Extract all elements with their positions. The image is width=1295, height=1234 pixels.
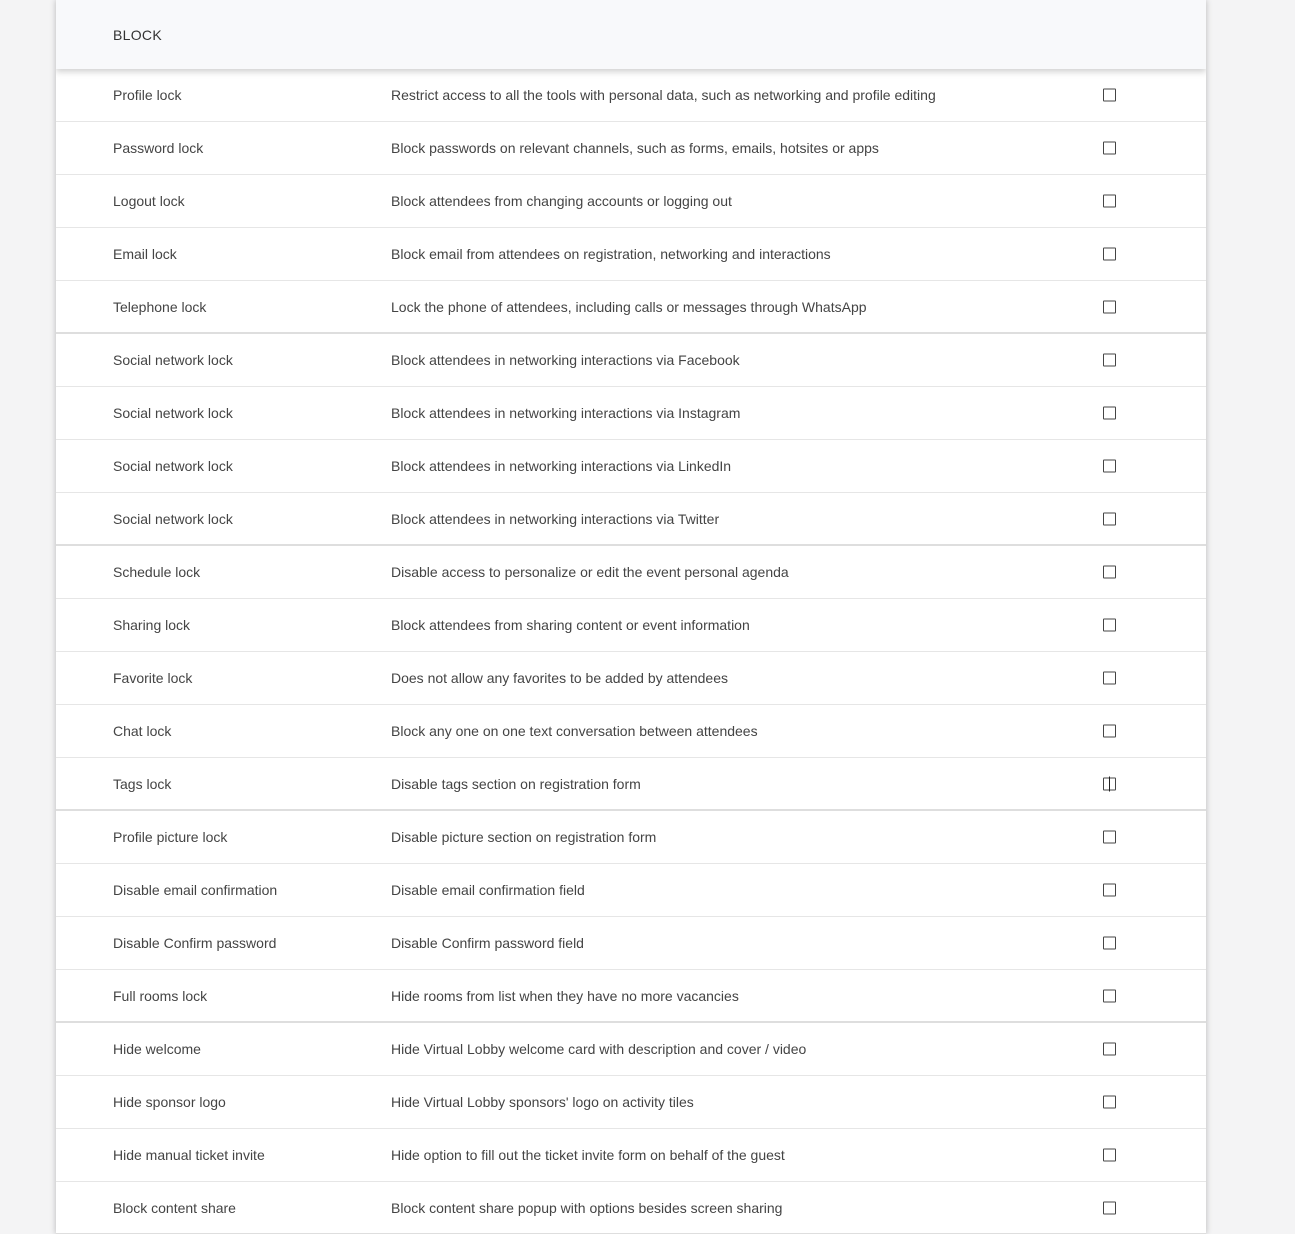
setting-checkbox[interactable]	[1103, 195, 1116, 208]
setting-row	[56, 228, 1206, 281]
setting-name: Profile picture lock	[113, 829, 228, 845]
setting-checkbox[interactable]	[1103, 1201, 1116, 1214]
setting-description: Does not allow any favorites to be added by attendees	[391, 670, 728, 686]
setting-row	[56, 599, 1206, 652]
setting-row	[56, 970, 1206, 1023]
setting-row	[56, 1076, 1206, 1129]
setting-checkbox[interactable]	[1103, 1043, 1116, 1056]
setting-checkbox[interactable]	[1103, 989, 1116, 1002]
settings-list	[56, 69, 1206, 1234]
setting-row	[56, 652, 1206, 705]
setting-checkbox[interactable]	[1103, 566, 1116, 579]
setting-description: Block attendees from changing accounts or logging out	[391, 193, 732, 209]
setting-description: Block any one on one text conversation between attendees	[391, 723, 758, 739]
setting-name: Full rooms lock	[113, 987, 208, 1004]
setting-description: Disable Confirm password field	[391, 935, 584, 951]
setting-checkbox[interactable]	[1103, 354, 1116, 367]
setting-row	[56, 1023, 1206, 1076]
setting-name: Logout lock	[113, 193, 185, 209]
setting-description: Block email from attendees on registration, networking and interactions	[391, 246, 831, 262]
setting-checkbox[interactable]	[1103, 460, 1116, 473]
setting-name: Hide welcome	[113, 1041, 201, 1057]
setting-description: Block content share popup with options besides screen sharing	[391, 1199, 783, 1216]
setting-description: Block attendees in networking interactions via Instagram	[391, 405, 741, 421]
setting-row	[56, 122, 1206, 175]
setting-row	[56, 175, 1206, 228]
setting-checkbox[interactable]	[1103, 619, 1116, 632]
setting-name: Disable email confirmation	[113, 882, 278, 898]
setting-name: Social network lock	[113, 458, 233, 474]
section-header	[56, 0, 1206, 69]
setting-checkbox[interactable]	[1103, 884, 1116, 897]
setting-checkbox[interactable]	[1103, 89, 1116, 102]
setting-description: Disable tags section on registration form	[391, 775, 641, 792]
setting-description: Disable picture section on registration form	[391, 829, 657, 845]
setting-name: Sharing lock	[113, 617, 191, 633]
setting-checkbox[interactable]	[1103, 248, 1116, 261]
setting-checkbox[interactable]	[1103, 142, 1116, 155]
setting-row	[56, 758, 1206, 811]
setting-checkbox[interactable]	[1103, 300, 1116, 313]
setting-name: Email lock	[113, 246, 177, 262]
setting-description: Block attendees in networking interactions via Twitter	[391, 510, 720, 527]
setting-description: Disable access to personalize or edit the event personal agenda	[391, 564, 789, 580]
setting-name: Chat lock	[113, 723, 172, 739]
setting-row	[56, 493, 1206, 546]
setting-description: Hide option to fill out the ticket invite form on behalf of the guest	[391, 1147, 785, 1163]
setting-name: Telephone lock	[113, 298, 207, 315]
setting-name: Tags lock	[113, 775, 172, 792]
setting-name: Social network lock	[113, 405, 233, 421]
setting-checkbox[interactable]	[1103, 777, 1116, 790]
setting-row	[56, 917, 1206, 970]
setting-description: Hide Virtual Lobby sponsors' logo on activity tiles	[391, 1094, 694, 1110]
setting-checkbox[interactable]	[1103, 407, 1116, 420]
setting-description: Lock the phone of attendees, including calls or messages through WhatsApp	[391, 298, 867, 315]
setting-name: Profile lock	[113, 87, 182, 103]
setting-name: Hide sponsor logo	[113, 1094, 226, 1110]
setting-description: Disable email confirmation field	[391, 882, 585, 898]
setting-row	[56, 1129, 1206, 1182]
setting-row	[56, 387, 1206, 440]
setting-name: Hide manual ticket invite	[113, 1147, 265, 1163]
section-title: BLOCK	[113, 26, 162, 43]
block-settings-panel	[56, 0, 1206, 1234]
setting-name: Block content share	[113, 1199, 236, 1216]
setting-checkbox[interactable]	[1103, 831, 1116, 844]
setting-row	[56, 546, 1206, 599]
setting-description: Restrict access to all the tools with personal data, such as networking and profile editing	[391, 87, 936, 103]
setting-row	[56, 440, 1206, 493]
setting-checkbox[interactable]	[1103, 1149, 1116, 1162]
setting-checkbox[interactable]	[1103, 937, 1116, 950]
setting-description: Block attendees in networking interactions via LinkedIn	[391, 458, 732, 474]
setting-name: Password lock	[113, 140, 204, 156]
setting-row	[56, 864, 1206, 917]
setting-checkbox[interactable]	[1103, 512, 1116, 525]
setting-row	[56, 334, 1206, 387]
setting-row	[56, 705, 1206, 758]
setting-name: Favorite lock	[113, 670, 193, 686]
setting-checkbox[interactable]	[1103, 725, 1116, 738]
setting-row	[56, 811, 1206, 864]
setting-checkbox[interactable]	[1103, 1096, 1116, 1109]
setting-description: Block attendees in networking interactions via Facebook	[391, 352, 740, 368]
setting-row	[56, 281, 1206, 334]
setting-description: Block attendees from sharing content or event information	[391, 617, 750, 633]
setting-description: Hide rooms from list when they have no more vacancies	[391, 987, 739, 1004]
setting-description: Block passwords on relevant channels, such as forms, emails, hotsites or apps	[391, 140, 879, 156]
setting-name: Schedule lock	[113, 564, 201, 580]
setting-name: Disable Confirm password	[113, 935, 277, 951]
setting-row	[56, 69, 1206, 122]
setting-name: Social network lock	[113, 352, 233, 368]
setting-checkbox[interactable]	[1103, 672, 1116, 685]
setting-description: Hide Virtual Lobby welcome card with description and cover / video	[391, 1041, 807, 1057]
setting-name: Social network lock	[113, 510, 233, 527]
setting-row	[56, 1182, 1206, 1234]
